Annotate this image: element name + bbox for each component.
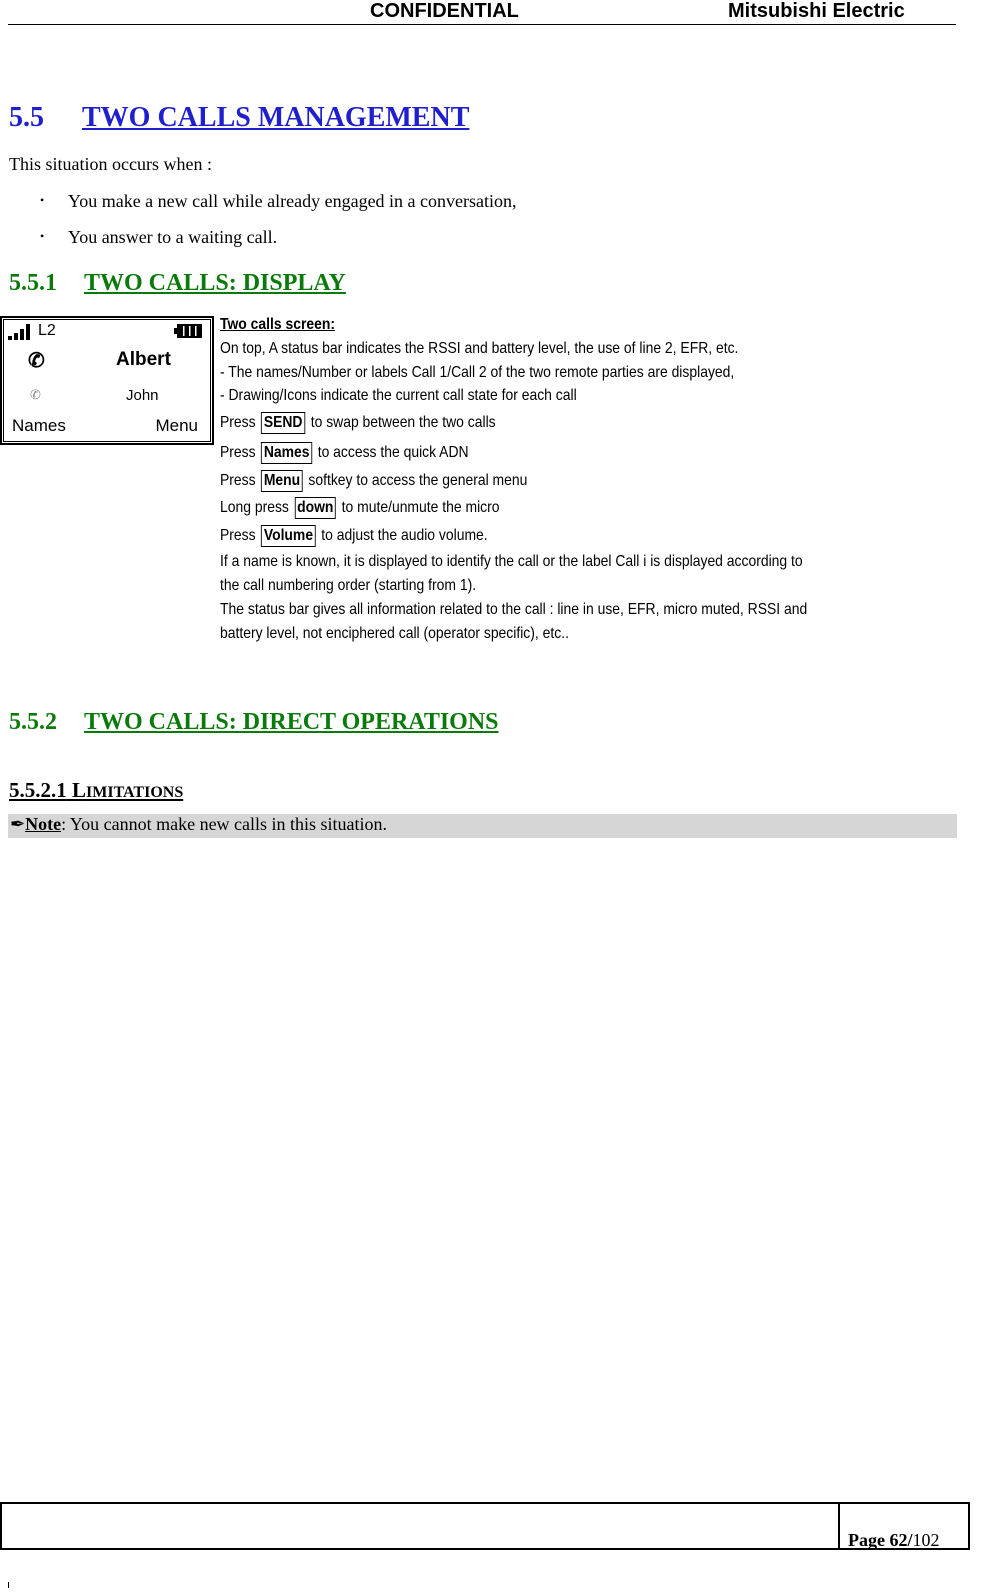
instruction-menu — [220, 470, 527, 492]
instruction-text: to mute/unmute the micro — [341, 499, 500, 516]
subsection-number: 5.5.1 — [9, 270, 57, 296]
bullet-dot: • — [40, 229, 45, 243]
instruction-text: to swap between the two calls — [310, 414, 496, 431]
note-box — [8, 814, 957, 838]
instruction-text: softkey to access the general menu — [308, 472, 528, 489]
subsubsection-heading — [9, 778, 183, 803]
active-call-name: Albert — [116, 349, 171, 370]
instruction-text: to access the quick ADN — [317, 444, 469, 461]
instruction-names — [220, 442, 469, 464]
softkey-names[interactable]: Names — [12, 416, 66, 435]
key-send: SEND — [261, 412, 305, 434]
note-text: : You cannot make new calls in this situation. — [61, 814, 388, 834]
margin-mark — [8, 1582, 9, 1588]
description-line: If a name is known, it is displayed to identify the call or the label Call i is displayed according to — [220, 553, 803, 570]
description-line: - The names/Number or labels Call 1/Call 2 of the two remote parties are displayed, — [220, 364, 735, 381]
section-number: 5.5 — [9, 102, 44, 133]
press-label: Press — [220, 444, 256, 461]
press-label: Press — [220, 414, 256, 431]
key-down: down — [294, 497, 336, 519]
list-item — [40, 227, 277, 248]
list-item — [40, 191, 517, 212]
bullet-text: You answer to a waiting call. — [68, 227, 278, 247]
bullet-dot: • — [40, 193, 45, 207]
key-volume: Volume — [261, 525, 315, 547]
active-call-icon: ✆ — [28, 350, 45, 372]
phone-display — [0, 316, 214, 445]
page-number — [848, 1530, 940, 1551]
note-pen-icon: ✒ — [10, 814, 26, 834]
description-line: On top, A status bar indicates the RSSI and battery level, the use of line 2, EFR, etc. — [220, 340, 739, 357]
page-total: 102 — [912, 1530, 940, 1550]
held-call-name: John — [126, 387, 159, 404]
subsection-title: TWO CALLS: DIRECT OPERATIONS — [84, 709, 499, 735]
subsection-number: 5.5.2 — [9, 709, 57, 735]
instruction-send — [220, 412, 496, 434]
company-name: Mitsubishi Electric — [728, 0, 905, 22]
subsection-heading-display — [9, 270, 346, 297]
page-header — [8, 0, 956, 25]
description-line: the call numbering order (starting from 1). — [220, 577, 477, 594]
description-line: The status bar gives all information related to the call : line in use, EFR, micro muted, RSSI and — [220, 601, 808, 618]
held-call-icon: ✆ — [30, 387, 41, 402]
key-names: Names — [261, 442, 312, 464]
confidential-label: CONFIDENTIAL — [370, 0, 519, 22]
footer-divider — [838, 1504, 840, 1550]
softkey-menu[interactable]: Menu — [155, 416, 198, 435]
section-title: TWO CALLS MANAGEMENT — [82, 102, 470, 133]
subsubsection-number: 5.5.2.1 — [9, 778, 67, 802]
key-menu: Menu — [261, 470, 303, 492]
press-label: Press — [220, 472, 256, 489]
subsubsection-title-initial: L — [72, 778, 87, 802]
intro-text: This situation occurs when : — [9, 154, 212, 174]
description-line: - Drawing/Icons indicate the current call state for each call — [220, 387, 577, 404]
instruction-text: to adjust the audio volume. — [321, 527, 488, 544]
subsection-heading-operations — [9, 709, 499, 736]
description-line: battery level, not enciphered call (operator specific), etc.. — [220, 625, 569, 642]
instruction-volume — [220, 525, 488, 547]
description-title: Two calls screen: — [220, 316, 336, 333]
long-press-label: Long press — [220, 499, 289, 516]
line-indicator: L2 — [38, 322, 56, 339]
subsection-title: TWO CALLS: DISPLAY — [84, 270, 346, 296]
section-heading — [9, 102, 469, 134]
bullet-text: You make a new call while already engaged in a conversation, — [68, 191, 517, 211]
note-label: Note — [25, 814, 62, 834]
signal-strength-icon — [8, 324, 34, 340]
page-label: Page 62/ — [848, 1530, 913, 1550]
subsubsection-title-rest: IMITATIONS — [86, 784, 184, 801]
page-footer — [0, 1502, 970, 1550]
press-label: Press — [220, 527, 256, 544]
battery-icon — [174, 324, 202, 338]
instruction-down — [220, 497, 500, 519]
